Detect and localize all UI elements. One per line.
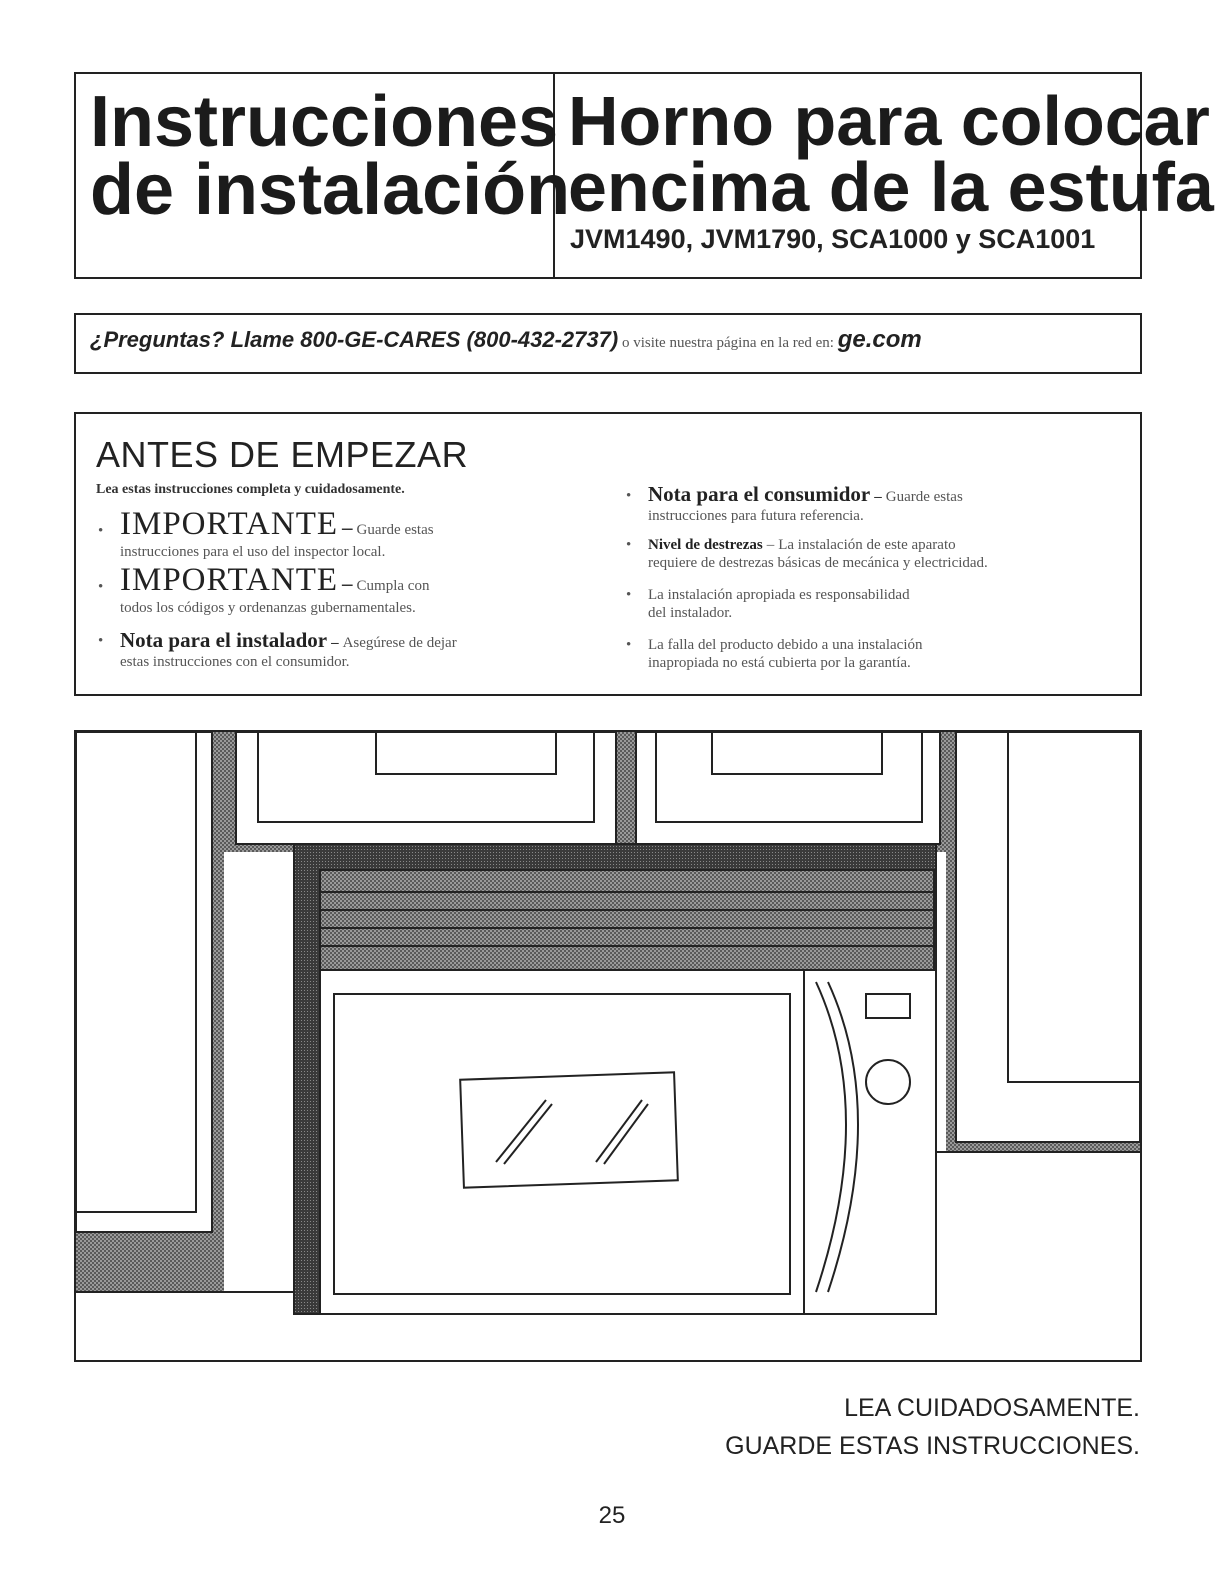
item-dash: – (331, 635, 339, 651)
model-numbers: JVM1490, JVM1790, SCA1000 y SCA1001 (570, 224, 1096, 254)
item-title: Nivel de destrezas (648, 537, 763, 553)
item-text-line2: instrucciones para el uso del inspector local. (120, 544, 386, 560)
before-start-heading: ANTES DE EMPEZAR (96, 434, 469, 475)
item-title: Nota para el instalador (120, 628, 328, 652)
product-title-line1: Horno para colocar (568, 82, 1210, 160)
item-text-line1: Guarde estas (356, 522, 434, 538)
website-link[interactable]: ge.com (837, 326, 922, 353)
item-dash: – (874, 489, 882, 505)
list-item (626, 482, 1131, 525)
bullet: • (626, 637, 632, 653)
item-title: IMPORTANTE (120, 506, 339, 542)
bullet: • (98, 633, 104, 649)
list-item (626, 536, 1131, 572)
item-text-line1: Guarde estas (885, 489, 963, 505)
item-text-line1: Cumpla con (356, 578, 430, 594)
item-text-line2: inapropiada no está cubierta por la garantía. (648, 655, 911, 671)
bullet: • (98, 523, 104, 539)
bullet: • (626, 537, 632, 553)
list-item (98, 628, 578, 671)
product-title-line2: encima de la estufa (568, 148, 1214, 226)
item-dash: – (766, 537, 775, 553)
list-item (98, 562, 578, 617)
item-title: Nota para el consumidor (648, 482, 871, 506)
item-text-line1: La falla del producto debido a una instalación (648, 637, 923, 653)
before-start-intro: Lea estas instrucciones completa y cuidadosamente. (96, 482, 405, 497)
list-item (626, 586, 1131, 622)
list-item (626, 636, 1131, 672)
bullet: • (626, 587, 632, 603)
item-text-line2: requiere de destrezas básicas de mecánica y electricidad. (648, 555, 988, 571)
item-text-line1: Asegúrese de dejar (342, 635, 457, 651)
item-title: IMPORTANTE (120, 562, 339, 598)
item-text-line1: La instalación apropiada es responsabilidad (648, 587, 910, 603)
document-title-line1: Instrucciones (90, 82, 559, 162)
questions-middle: o visite nuestra página en la red en: (618, 335, 838, 351)
item-text-line1: La instalación de este aparato (778, 537, 956, 553)
page-number: 25 (598, 1502, 626, 1529)
item-text-line2: estas instrucciones con el consumidor. (120, 654, 350, 670)
microwave-illustration (74, 730, 1142, 1362)
questions-line (90, 326, 922, 354)
item-text-line2: del instalador. (648, 605, 733, 621)
microwave-drawing (76, 732, 1140, 1360)
item-text-line2: todos los códigos y ordenanzas gubernamentales. (120, 600, 416, 616)
item-text-line2: instrucciones para futura referencia. (648, 508, 864, 524)
questions-lead: ¿Preguntas? Llame 800-GE-CARES (800-432-2737) (90, 327, 619, 352)
list-item (98, 506, 578, 561)
item-dash: – (342, 571, 353, 595)
bullet: • (98, 579, 104, 595)
document-title-line2: de instalación (90, 150, 571, 230)
footer-save-instructions: GUARDE ESTAS INSTRUCCIONES. (725, 1432, 1140, 1460)
bullet: • (626, 488, 632, 504)
footer-read-carefully: LEA CUIDADOSAMENTE. (844, 1394, 1140, 1422)
item-dash: – (342, 515, 353, 539)
